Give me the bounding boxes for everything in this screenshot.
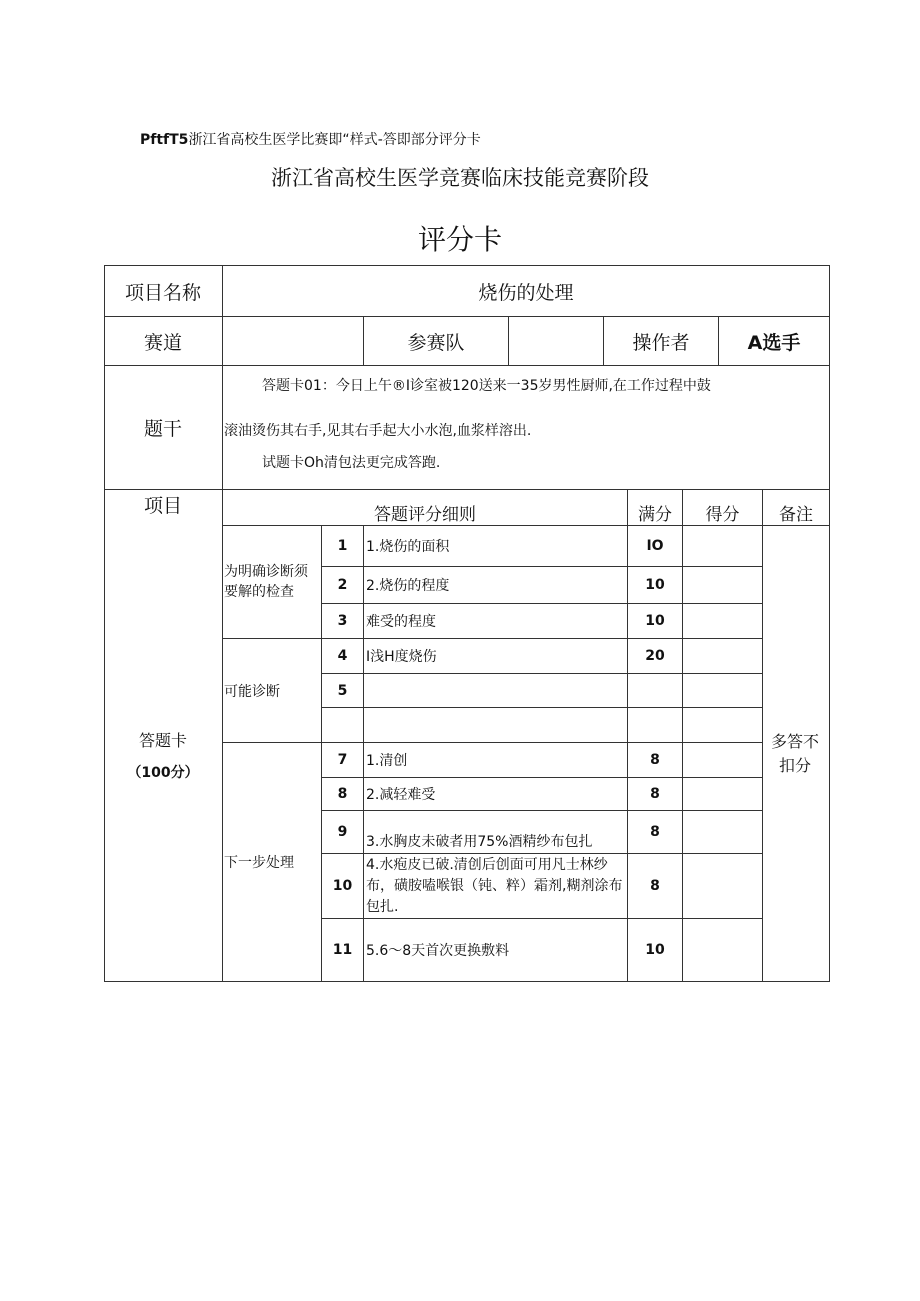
- group-label-next-steps: 下一步处理: [224, 855, 294, 871]
- row-criterion: 5.6～8天首次更换敷料: [366, 943, 510, 959]
- column-item: 项目: [143, 494, 182, 517]
- column-score: 得分: [705, 505, 740, 525]
- stem-label: 题干: [143, 418, 182, 440]
- track-value: [223, 317, 363, 365]
- stem-line-1: 答题卡01：今日上午®I诊室被120送来一35岁男性厨师,在工作过程中鼓: [262, 378, 711, 394]
- row-criterion: 难受的程度: [366, 614, 436, 630]
- operator-value: A选手: [747, 331, 801, 354]
- group-label-examination: 为明确诊断须要解的检查: [224, 563, 308, 600]
- answer-card-label: 答题卡: [138, 731, 187, 750]
- team-label: 参赛队: [407, 331, 465, 354]
- header-note-prefix: PftfT5: [140, 132, 189, 148]
- project-name-value: 烧伤的处理: [478, 281, 574, 304]
- row-full-score: [628, 674, 682, 707]
- remark-value: 多答不扣分: [770, 732, 819, 775]
- row-number: 3: [337, 613, 348, 629]
- row-number: 4: [337, 648, 348, 664]
- row-number: 2: [337, 577, 348, 593]
- row-criterion: 2.减轻难受: [366, 787, 436, 803]
- row-number: [322, 708, 363, 742]
- row-full-score: [628, 708, 682, 742]
- track-label: 赛道: [143, 331, 182, 354]
- row-full-score: 10: [645, 942, 665, 958]
- row-criterion: I浅H度烧伤: [366, 649, 437, 665]
- document-header-note: [140, 129, 481, 149]
- row-number: 1: [337, 538, 348, 554]
- row-full-score: 10: [645, 613, 665, 629]
- stem-line-2: 滚油烫伤其右手,见其右手起大小水泡,血浆样溶出.: [224, 423, 532, 439]
- row-full-score: 10: [645, 577, 665, 593]
- row-number: 10: [332, 878, 353, 894]
- project-name-label: 项目名称: [124, 281, 201, 304]
- row-number: 7: [337, 752, 348, 768]
- row-full-score: IO: [646, 538, 664, 554]
- row-criterion: 1.清创: [366, 753, 408, 769]
- row-number: 9: [337, 824, 348, 840]
- row-full-score: 8: [650, 878, 660, 894]
- row-full-score: 8: [650, 824, 660, 840]
- row-criterion: [366, 674, 626, 707]
- row-full-score: 8: [650, 752, 660, 768]
- row-criterion: 1.烧伤的面积: [366, 539, 450, 555]
- header-note-text: 浙江省高校生医学比赛即“样式-答即部分评分卡: [188, 132, 481, 148]
- row-full-score: 8: [650, 786, 660, 802]
- group-label-diagnosis: 可能诊断: [224, 683, 280, 700]
- column-full-score: 满分: [638, 505, 672, 525]
- document-title: 评分卡: [417, 223, 502, 256]
- stem-line-3: 试题卡Oh清包法更完成答跑.: [262, 455, 441, 471]
- answer-card-total: （100分）: [127, 765, 199, 781]
- row-criterion: 2.烧伤的程度: [366, 578, 450, 594]
- row-criterion: 3.水胸皮未破者用75%酒精纱布包扎: [366, 834, 593, 850]
- operator-label: 操作者: [632, 331, 690, 354]
- row-number: 8: [337, 786, 348, 802]
- column-criteria: 答题评分细则: [374, 505, 476, 525]
- row-number: 11: [332, 942, 353, 958]
- row-criterion: [366, 708, 626, 742]
- row-full-score: 20: [645, 648, 665, 664]
- row-number: 5: [337, 682, 348, 699]
- row-criterion: 4.水疱皮已破.清创后创面可用凡士林纱布，磺胺嗑喉银（钝、粹）霜剂,糊剂涂布包扎.: [366, 856, 623, 915]
- document-subtitle: 浙江省高校生医学竞赛临床技能竞赛阶段: [271, 166, 649, 190]
- column-remark: 备注: [779, 505, 813, 525]
- team-value: [509, 317, 603, 365]
